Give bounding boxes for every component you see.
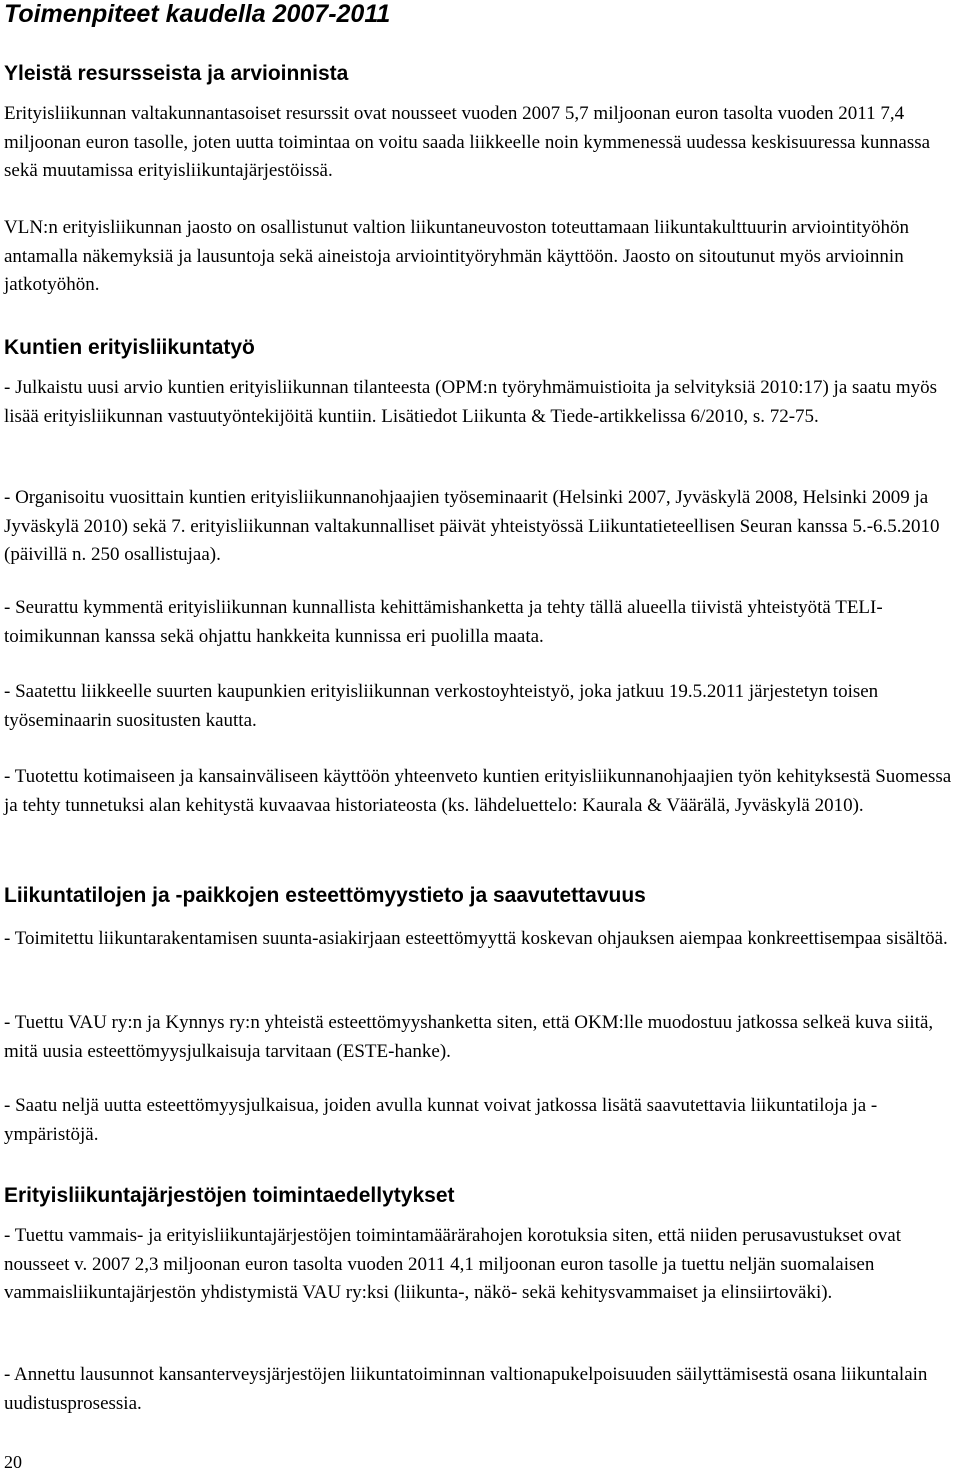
paragraph-municipal-4: - Saatettu liikkeelle suurten kaupunkien erityisliikunnan verkostoyhteistyö, joka jatkuu 19.5.2011 järjestetyn toisen työseminaarin suositusten kautta. [4,681,879,731]
paragraph-organizations-2: - Annettu lausunnot kansanterveysjärjestöjen liikuntatoiminnan valtionapukelpoisuuden säilyttämisestä osana liikuntalain uudistusprosessia. [4,1364,928,1414]
paragraph-municipal-2: - Organisoitu vuosittain kuntien erityisliikunnanohjaajien työseminaarit (Helsinki 2007, Jyväskylä 2008, Helsinki 2009 ja Jyväskylä 2010) sekä 7. erityisliikunnan valtakunnalliset päivät yhteistyössä Liikuntatieteellisen Seuran kanssa 5.-6.5.2010 (päivillä n. 250 osallistujaa). [4,487,940,565]
paragraph-accessibility-1: - Toimitettu liikuntarakentamisen suunta-asiakirjaan esteettömyyttä koskevan ohjauksen aiempaa konkreettisempaa sisältöä. [4,928,948,949]
paragraph-municipal-1: - Julkaistu uusi arvio kuntien erityisliikunnan tilanteesta (OPM:n työryhmämuistioita ja selvityksiä 2010:17) ja saatu myös lisää erityisliikunnan vastuutyöntekijöitä kuntiin. Lisätiedot Liikunta & Tiede-artikkelissa 6/2010, s. 72-75. [4,377,937,427]
paragraph-resources-1: Erityisliikunnan valtakunnantasoiset resurssit ovat nousseet vuoden 2007 5,7 miljoonan euron tasolta vuoden 2011 7,4 miljoonan euron tasolle, joten uutta toimintaa on voitu saada liikkeelle noin kymmenessä uudessa keskisuuressa kunnassa sekä muutamissa erityisliikuntajärjestöissä. [4,103,931,181]
page-number: 20 [4,1452,22,1472]
paragraph-resources-2: VLN:n erityisliikunnan jaosto on osallistunut valtion liikuntaneuvoston toteuttamaan liikuntakulttuurin arviointityöhön antamalla näkemyksiä ja lausuntoja sekä aineistoja arviointityöryhmän käyttöön. Jaosto on sitoutunut myös arvioinnin jatkotyöhön. [4,217,910,295]
section-heading-organizations: Erityisliikuntajärjestöjen toimintaedellytykset [4,1184,455,1207]
paragraph-municipal-3: - Seurattu kymmentä erityisliikunnan kunnallista kehittämishanketta ja tehty tällä alueella tiivistä yhteistyötä TELI-toimikunnan kanssa sekä ohjattu hankkeita kunnissa eri puolilla maata. [4,597,883,647]
section-heading-resources: Yleistä resursseista ja arvioinnista [4,62,349,85]
page-title: Toimenpiteet kaudella 2007-2011 [4,0,391,28]
paragraph-accessibility-2: - Tuettu VAU ry:n ja Kynnys ry:n yhteistä esteettömyyshanketta siten, että OKM:lle muodostuu jatkossa selkeä kuva siitä, mitä uusia esteettömyysjulkaisuja tarvitaan (ESTE-hanke). [4,1012,934,1062]
paragraph-organizations-1: - Tuettu vammais- ja erityisliikuntajärjestöjen toimintamäärärahojen korotuksia siten, että niiden perusavustukset ovat nousseet v. 2007 2,3 miljoonan euron tasolta vuoden 2011 4,1 miljoonan euron tasolle ja tuettu neljän suomalaisen vammaisliikuntajärjestön yhdistymistä VAU ry:ksi (liikunta-, näkö- sekä kehitysvammaiset ja elinsiirtoväki). [4,1225,902,1303]
section-heading-accessibility: Liikuntatilojen ja -paikkojen esteettömyystieto ja saavutettavuus [4,884,646,907]
paragraph-accessibility-3: - Saatu neljä uutta esteettömyysjulkaisua, joiden avulla kunnat voivat jatkossa lisätä saavutettavia liikuntatiloja ja -ympäristöjä. [4,1095,878,1145]
paragraph-municipal-5: - Tuotettu kotimaiseen ja kansainväliseen käyttöön yhteenveto kuntien erityisliikunnanohjaajien työn kehityksestä Suomessa ja tehty tunnetuksi alan kehitystä kuvaavaa historiateosta (ks. lähdeluettelo: Kaurala & Väärälä, Jyväskylä 2010). [4,766,952,816]
section-heading-municipal: Kuntien erityisliikuntatyö [4,336,255,359]
